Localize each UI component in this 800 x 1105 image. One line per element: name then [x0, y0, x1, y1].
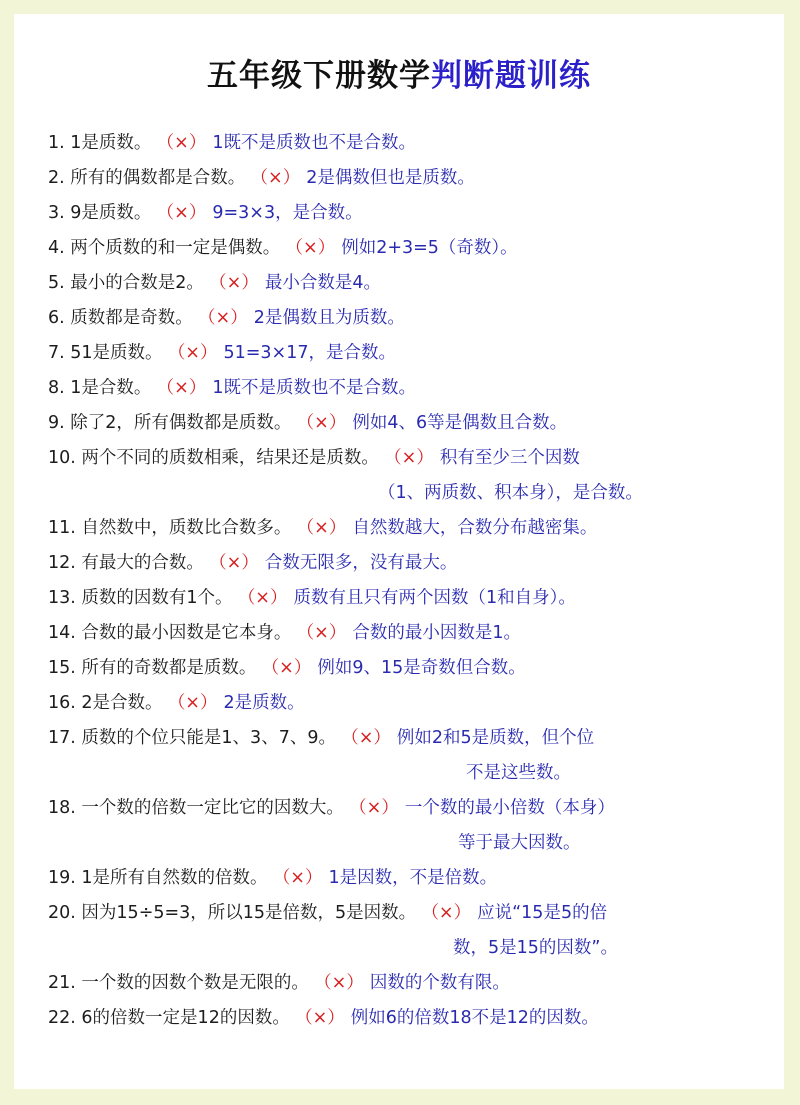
item-answer: 1是因数，不是倍数。 [328, 868, 498, 888]
question-list [48, 126, 763, 1036]
item-answer: 最小合数是4。 [264, 273, 381, 293]
item-question: 9是质数。 [70, 203, 152, 223]
item-question: 1是合数。 [70, 378, 152, 398]
item-question: 因为15÷5=3，所以15是倍数，5是因数。 [81, 903, 417, 923]
item-answer-continued: 数，5是15的因数”。 [453, 938, 618, 958]
item-question: 一个数的因数个数是无限的。 [81, 973, 309, 993]
item-answer: 例如6的倍数18不是12的因数。 [350, 1008, 599, 1028]
item-number: 6. [48, 308, 65, 328]
item-answer: 合数的最小因数是1。 [352, 623, 521, 643]
list-item [48, 651, 763, 686]
item-answer-continued: 等于最大因数。 [458, 833, 581, 853]
item-number: 15. [48, 658, 76, 678]
item-number: 5. [48, 273, 65, 293]
item-number: 13. [48, 588, 76, 608]
list-item [48, 616, 763, 651]
list-item [48, 546, 763, 581]
page-title [14, 56, 784, 96]
list-item [48, 301, 763, 336]
item-answer: 应说“15是5的倍 [477, 903, 608, 923]
item-answer: 例如2和5是质数，但个位 [396, 728, 595, 748]
wrong-mark: （×） [270, 658, 312, 678]
wrong-mark: （×） [305, 518, 347, 538]
item-number: 18. [48, 798, 76, 818]
item-number: 7. [48, 343, 65, 363]
wrong-mark: （×） [392, 448, 434, 468]
list-item [48, 861, 763, 896]
title-black-part: 五年级下册数学 [207, 58, 431, 94]
list-item [48, 581, 763, 616]
wrong-mark: （×） [176, 343, 218, 363]
wrong-mark: （×） [305, 623, 347, 643]
item-answer: 2是偶数但也是质数。 [306, 168, 475, 188]
wrong-mark: （×） [349, 728, 391, 748]
item-answer: 自然数越大，合数分布越密集。 [352, 518, 598, 538]
worksheet [14, 14, 784, 1089]
item-number: 1. [48, 133, 65, 153]
item-number: 22. [48, 1008, 76, 1028]
item-answer: 因数的个数有限。 [369, 973, 510, 993]
item-number: 14. [48, 623, 76, 643]
item-question: 合数的最小因数是它本身。 [81, 623, 292, 643]
item-number: 12. [48, 553, 76, 573]
list-item [48, 966, 763, 1001]
item-number: 21. [48, 973, 76, 993]
list-item [48, 406, 763, 441]
item-number: 4. [48, 238, 65, 258]
list-item [48, 371, 763, 406]
list-item [48, 336, 763, 371]
list-item [48, 511, 763, 546]
wrong-mark: （×） [165, 133, 207, 153]
item-question: 一个数的倍数一定比它的因数大。 [81, 798, 344, 818]
list-item [48, 231, 763, 266]
item-answer: 例如2+3=5（奇数）。 [341, 238, 518, 258]
list-item [48, 791, 763, 826]
list-item [48, 1001, 763, 1036]
list-item [48, 161, 763, 196]
item-number: 17. [48, 728, 76, 748]
item-number: 8. [48, 378, 65, 398]
wrong-mark: （×） [303, 1008, 345, 1028]
wrong-mark: （×） [165, 203, 207, 223]
item-number: 9. [48, 413, 65, 433]
wrong-mark: （×） [259, 168, 301, 188]
item-question: 质数的个位只能是1、3、7、9。 [81, 728, 336, 748]
item-question: 最小的合数是2。 [70, 273, 204, 293]
item-answer: 合数无限多，没有最大。 [264, 553, 458, 573]
list-item [48, 896, 763, 931]
item-number: 16. [48, 693, 76, 713]
wrong-mark: （×） [357, 798, 399, 818]
item-answer-continued: 不是这些数。 [466, 763, 571, 783]
item-question: 51是质数。 [70, 343, 163, 363]
item-number: 19. [48, 868, 76, 888]
title-blue-part: 判断题训练 [431, 58, 591, 94]
item-question: 所有的奇数都是质数。 [81, 658, 257, 678]
item-question: 2是合数。 [81, 693, 163, 713]
wrong-mark: （×） [217, 553, 259, 573]
item-number: 2. [48, 168, 65, 188]
list-item [48, 721, 763, 756]
item-number: 11. [48, 518, 76, 538]
item-answer: 1既不是质数也不是合数。 [212, 378, 416, 398]
item-question: 1是所有自然数的倍数。 [81, 868, 268, 888]
item-question: 有最大的合数。 [81, 553, 204, 573]
item-answer: 例如9、15是奇数但合数。 [317, 658, 526, 678]
item-answer: 积有至少三个因数 [439, 448, 580, 468]
list-item [48, 126, 763, 161]
item-question: 所有的偶数都是合数。 [70, 168, 246, 188]
wrong-mark: （×） [281, 868, 323, 888]
list-item [48, 686, 763, 721]
wrong-mark: （×） [322, 973, 364, 993]
item-answer: 一个数的最小倍数（本身） [404, 798, 615, 818]
item-answer: 质数有且只有两个因数（1和自身）。 [293, 588, 576, 608]
item-answer: 2是偶数且为质数。 [253, 308, 405, 328]
item-answer: 1既不是质数也不是合数。 [212, 133, 416, 153]
item-question: 除了2，所有偶数都是质数。 [70, 413, 292, 433]
item-number: 20. [48, 903, 76, 923]
wrong-mark: （×） [206, 308, 248, 328]
item-question: 质数的因数有1个。 [81, 588, 233, 608]
list-item [48, 441, 763, 476]
wrong-mark: （×） [165, 378, 207, 398]
item-answer: 9=3×3，是合数。 [212, 203, 363, 223]
wrong-mark: （×） [246, 588, 288, 608]
list-item [48, 266, 763, 301]
item-answer: 例如4、6等是偶数且合数。 [352, 413, 568, 433]
item-question: 两个质数的和一定是偶数。 [70, 238, 281, 258]
list-item [48, 196, 763, 231]
wrong-mark: （×） [217, 273, 259, 293]
item-answer: 51=3×17，是合数。 [223, 343, 396, 363]
wrong-mark: （×） [294, 238, 336, 258]
item-question: 6的倍数一定是12的因数。 [81, 1008, 290, 1028]
wrong-mark: （×） [430, 903, 472, 923]
item-answer-continued: （1、两质数、积本身），是合数。 [378, 483, 643, 503]
wrong-mark: （×） [176, 693, 218, 713]
item-number: 10. [48, 448, 76, 468]
item-question: 质数都是奇数。 [70, 308, 193, 328]
item-question: 两个不同的质数相乘，结果还是质数。 [81, 448, 379, 468]
item-number: 3. [48, 203, 65, 223]
item-answer: 2是质数。 [223, 693, 305, 713]
item-question: 自然数中，质数比合数多。 [81, 518, 292, 538]
item-question: 1是质数。 [70, 133, 152, 153]
wrong-mark: （×） [305, 413, 347, 433]
